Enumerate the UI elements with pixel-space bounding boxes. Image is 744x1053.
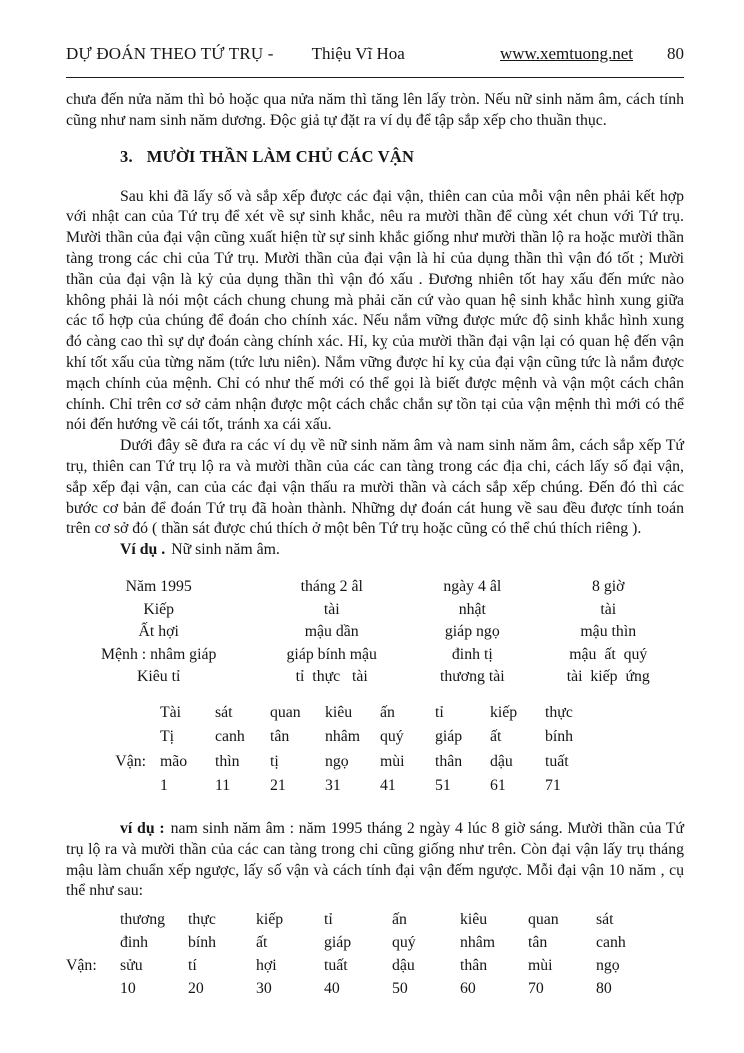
pillar-cell: mậu dần (304, 623, 359, 641)
van-cell: thân (460, 957, 488, 975)
van-cell: 71 (545, 777, 561, 795)
van-cell: tỉ (435, 703, 444, 721)
van-cell: giáp (435, 728, 463, 746)
van-cell: dậu (392, 957, 415, 975)
pillar-cell: tài (600, 600, 617, 618)
section-title: MƯỜI THẦN LÀM CHỦ CÁC VẬN (146, 146, 415, 166)
van-cell: quý (380, 728, 404, 746)
van-row-label (66, 977, 120, 1000)
van-cell: đinh (120, 934, 149, 952)
van-cell: 21 (270, 777, 286, 795)
pillar-cell: giáp ngọ (444, 623, 500, 641)
van-cell: 1 (160, 777, 168, 795)
van-cell: kiếp (490, 703, 518, 721)
van-cell: 20 (188, 980, 204, 998)
van-cell: Tài (160, 703, 182, 721)
van-cell: 70 (528, 980, 544, 998)
van-cell: nhâm (325, 728, 361, 746)
pillar-cell: ngày 4 âl (443, 577, 502, 595)
van-cell: ấn (380, 703, 395, 721)
pillar-cell: thương tài (439, 668, 505, 686)
website-link[interactable]: www.xemtuong.net (500, 44, 633, 63)
page-header (66, 44, 684, 64)
luck-cycle-table-male (66, 908, 684, 1000)
pillar-cell: tài kiếp ứng (566, 668, 650, 686)
van-cell: mùi (528, 957, 553, 975)
pillar-cell: tháng 2 âl (300, 577, 363, 595)
van-cell: tí (188, 957, 197, 975)
van-row-label (66, 701, 160, 726)
van-cell: mão (160, 752, 188, 770)
van-cell: bính (188, 934, 217, 952)
van-cell: sửu (120, 957, 143, 975)
van-cell: canh (596, 934, 626, 952)
van-cell: tuất (324, 957, 348, 975)
van-row-label: Vận: (66, 957, 97, 975)
van-cell: thực (188, 911, 216, 929)
van-cell: kiếp (256, 911, 284, 929)
van-cell: 80 (596, 980, 612, 998)
van-cell: quan (528, 911, 559, 929)
pillar-cell: nhật (458, 600, 486, 618)
pillar-cell: 8 giờ (592, 577, 625, 595)
van-cell: tân (270, 728, 290, 746)
van-cell: mùi (380, 752, 405, 770)
van-row-label (66, 774, 160, 799)
van-cell: ất (490, 728, 502, 746)
pillar-cell: mậu ất quý (569, 645, 648, 663)
luck-cycle-table-female (66, 701, 684, 799)
van-cell: tỉ (324, 911, 333, 929)
example-male-paragraph (66, 819, 684, 902)
van-cell: Tị (160, 728, 175, 746)
van-cell: tuất (545, 752, 569, 770)
pillar-cell: tài (323, 600, 340, 618)
van-cell: 11 (215, 777, 231, 795)
example-label: Ví dụ . (120, 541, 166, 559)
pillar-cell: tỉ thực tài (295, 668, 368, 686)
van-cell: sát (596, 911, 614, 929)
van-cell: thương (120, 911, 165, 929)
van-cell: thực (545, 703, 573, 721)
van-cell: canh (215, 728, 245, 746)
example-label: ví dụ : (120, 819, 165, 837)
van-row-label (66, 725, 160, 750)
pillar-cell: giáp bính mậu (286, 645, 377, 663)
pillar-cell: Năm 1995 (125, 577, 192, 595)
van-cell: 10 (120, 980, 136, 998)
van-cell: thìn (215, 752, 240, 770)
pillar-cell: Ất hợi (138, 623, 179, 641)
pillar-cell: Mệnh : nhâm giáp (101, 645, 217, 663)
van-cell: hợi (256, 957, 277, 975)
van-row-label (66, 931, 120, 954)
book-title: DỰ ĐOÁN THEO TỨ TRỤ - (66, 44, 274, 63)
van-row-label (66, 908, 120, 931)
van-cell: nhâm (460, 934, 496, 952)
van-cell: sát (215, 703, 233, 721)
van-cell: tân (528, 934, 548, 952)
van-cell: 31 (325, 777, 341, 795)
pillar-cell: Kiếp (143, 600, 175, 618)
four-pillar-table (66, 576, 684, 689)
pillar-cell: đinh tị (451, 645, 493, 663)
page-number: 80 (667, 44, 684, 63)
van-cell: ất (256, 934, 268, 952)
header-rule (66, 77, 684, 78)
paragraph-continuation: chưa đến nửa năm thì bỏ hoặc qua nửa năm thì tăng lên lấy tròn. Nếu nữ sinh năm âm, cách tính cũng như nam sinh năm dương. Độc giả tự đặt ra ví dụ để tập sắp xếp cho thuần thục. (66, 91, 684, 129)
section-heading (120, 147, 684, 167)
van-cell: thân (435, 752, 463, 770)
van-cell: 41 (380, 777, 396, 795)
example-text: nam sinh năm âm : năm 1995 tháng 2 ngày 4 lúc 8 giờ sáng. Mười thần của Tứ trụ lộ ra và mười thần của các can tàng trong chi cũng giống như trên. Còn đại vận lấy trụ tháng mậu làm chuẩn xếp ngược, lấy số vận và cách tính đại vận đếm ngược. Mỗi đại vận 10 năm , cụ thể như sau: (66, 819, 684, 900)
paragraph-ten-gods: Sau khi đã lấy số và sắp xếp được các đại vận, thiên can của mỗi vận nên phải kết hợp với nhật can của Tứ trụ để xét về sự sinh khắc, nêu ra mười thần để cùng xét chun với Tứ trụ. Mười thần của đại vận cũng xuất hiện từ sự sinh khắc giống như mười thần lộ ra hoặc mười thần tàng trong các chi của Tứ trụ. Mười thần của đại vận là hỉ của dụng thần thì vận đó tốt ; Mười thần của đại vận là kỷ của dụng thần thì vận đó xấu . Đương nhiên tốt hay xấu đến mức nào không phải là nói một cách chung chung mà phải căn cứ vào quan hệ sinh khắc hình xung giữa các tổ hợp của chúng để đoán cho chính xác. Nếu nắm vững được mức độ sinh khắc hình xung đó càng cao thì sự dự đoán càng chính xác. Hỉ, kỵ của mười thần đại vận lại có quan hệ đến vận khí tốt xấu của từng năm (tức lưu niên). Nắm vững được hỉ kỵ của đại vận cũng tức là nắm được mạch chính của mệnh. Chỉ có như thế mới có thể gọi là biết được mệnh và vận một cách chân chính. Chỉ trên cơ sở cảm nhận được một cách chắc chắn sự tồn tại của vận mệnh thì mới có thể nói đến hướng về cái tốt, tránh xa cái xấu. (66, 187, 684, 434)
van-cell: tị (270, 752, 279, 770)
van-cell: giáp (324, 934, 352, 952)
pillar-cell: Kiêu tỉ (136, 668, 181, 686)
van-cell: quan (270, 703, 301, 721)
van-cell: quý (392, 934, 416, 952)
van-cell: ngọ (325, 752, 349, 770)
author-name: Thiệu Vĩ Hoa (311, 44, 405, 63)
pillar-cell: mậu thìn (580, 623, 637, 641)
section-number: 3. (120, 146, 133, 166)
van-cell: kiêu (325, 703, 353, 721)
example-text: Nữ sinh năm âm. (171, 541, 280, 559)
van-cell: 50 (392, 980, 408, 998)
van-cell: kiêu (460, 911, 488, 929)
van-cell: 51 (435, 777, 451, 795)
van-cell: bính (545, 728, 574, 746)
van-cell: 30 (256, 980, 272, 998)
van-cell: 61 (490, 777, 506, 795)
van-cell: ngọ (596, 957, 620, 975)
van-cell: dậu (490, 752, 513, 770)
example-female-line (66, 540, 684, 561)
van-cell: ấn (392, 911, 407, 929)
van-cell: 40 (324, 980, 340, 998)
van-row-label: Vận: (115, 752, 146, 770)
van-cell: 60 (460, 980, 476, 998)
paragraph-examples-intro: Dưới đây sẽ đưa ra các ví dụ về nữ sinh năm âm và nam sinh năm âm, cách sắp xếp Tứ trụ, thiên can Tứ trụ lộ ra và mười thần của các can tàng trong các địa chi, cách lấy số đại vận, sắp xếp đại vận, can của các đại vận thấu ra mười thần và cách sắp xếp chúng. Đến đó thì các bước cơ bản để đoán Tứ trụ đã hoàn thành. Những dự đoán cát hung về sau đều được tính toán trên cơ sở đó ( thần sát được chú thích ở một bên Tứ trụ hoặc cũng có thể chú thích riêng ). (66, 437, 684, 538)
